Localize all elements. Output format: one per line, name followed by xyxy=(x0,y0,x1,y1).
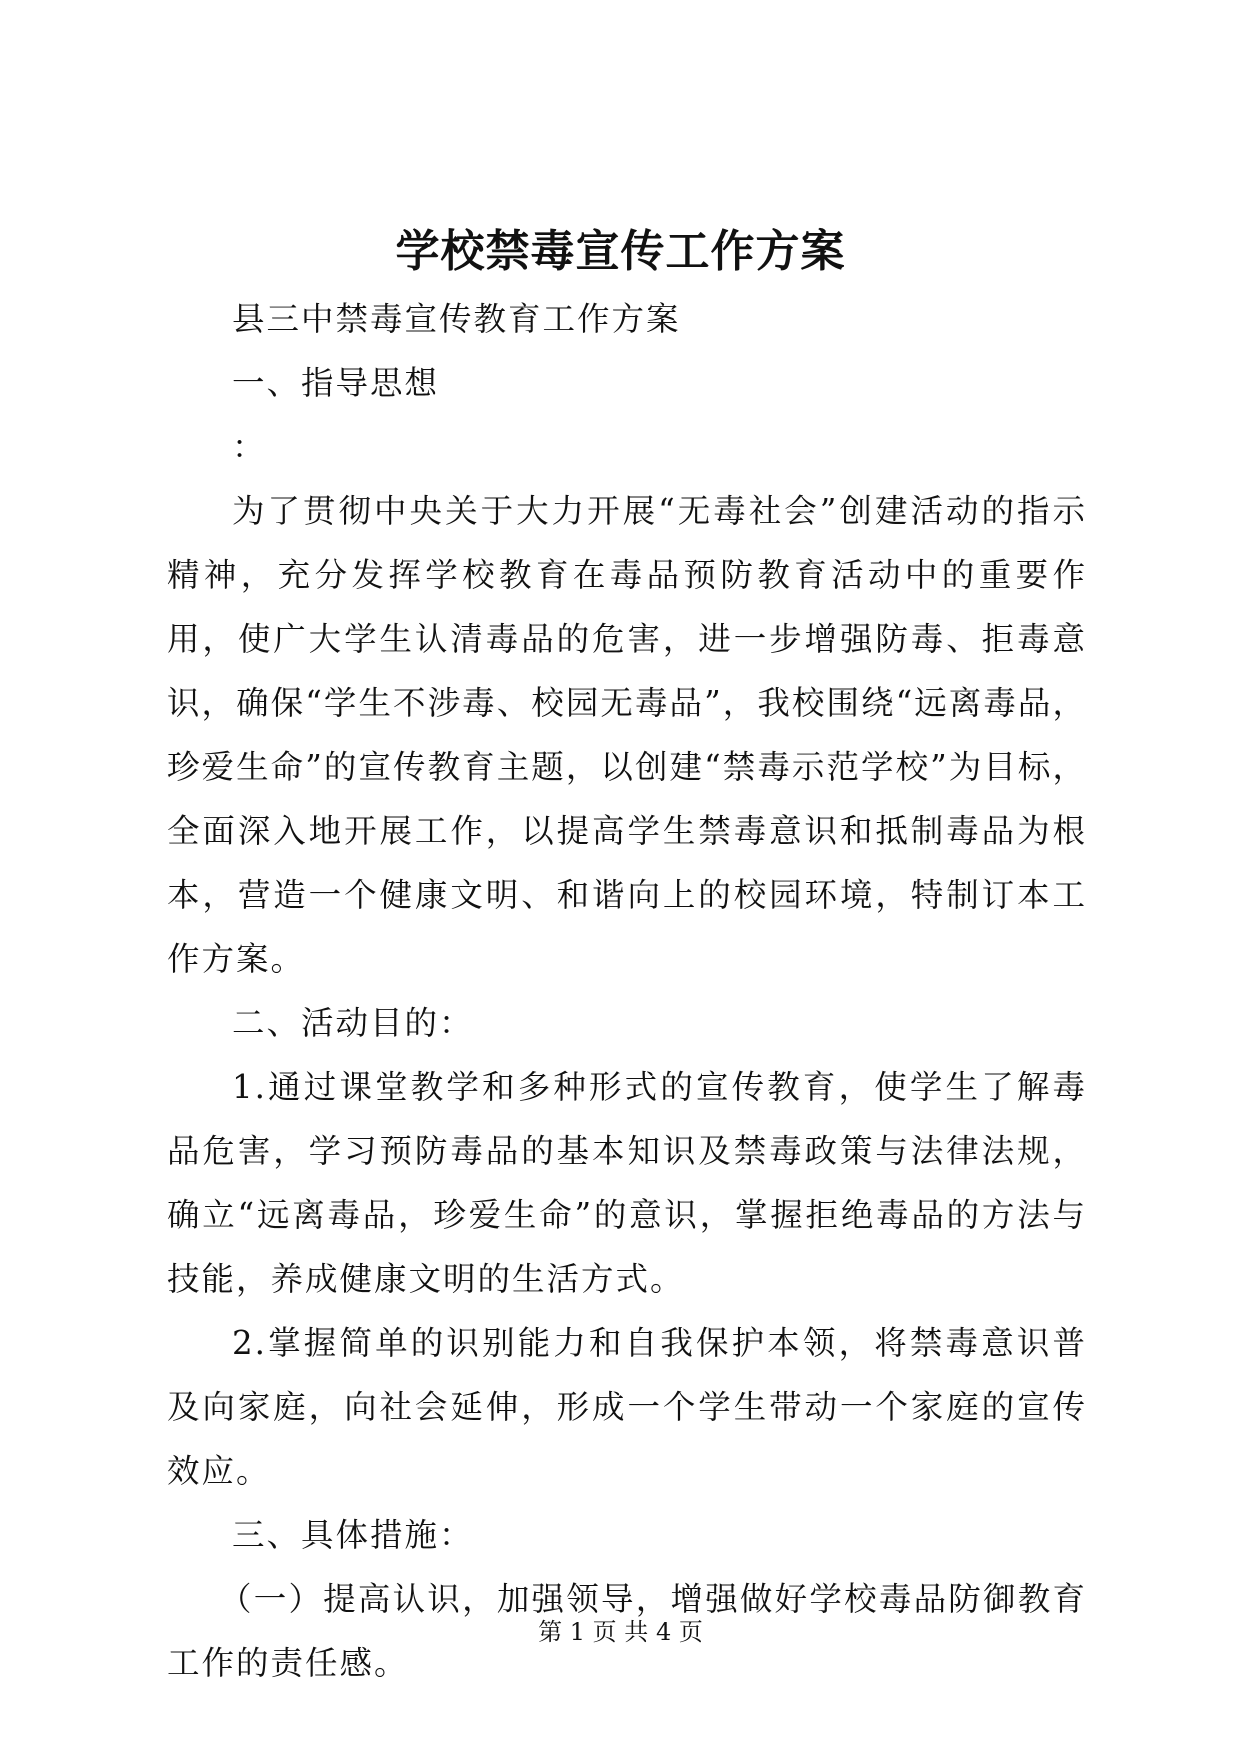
paragraph-measure-1: （一）提高认识，加强领导，增强做好学校毒品防御教育工作的责任感。 xyxy=(167,1580,1087,1682)
paragraph-purpose-intro: 为了贯彻中央关于大力开展“无毒社会”创建活动的指示精神，充分发挥学校教育在毒品预防教育活动中的重要作用，使广大学生认清毒品的危害，进一步增强防毒、拒毒意识，确保“学生不涉毒、校园无毒品”，我校围绕“远离毒品，珍爱生命”的宣传教育主题，以创建“禁毒示范学校”为目标，全面深入地开展工作，以提高学生禁毒意识和抵制毒品为根本，营造一个健康文明、和谐向上的校园环境，特制订本工作方案。 xyxy=(167,492,1087,978)
heading-guiding-ideology: 一、指导思想 xyxy=(232,364,440,402)
page-number-footer: 第 1 页 共 4 页 xyxy=(538,1618,703,1646)
paragraph-goal-1: 1.通过课堂教学和多种形式的宣传教育，使学生了解毒品危害，学习预防毒品的基本知识及禁毒政策与法律法规，确立“远离毒品，珍爱生命”的意识，掌握拒绝毒品的方法与技能，养成健康文明的生活方式。 xyxy=(167,1068,1087,1298)
heading-activity-goals: 二、活动目的： xyxy=(232,1004,474,1042)
document-body xyxy=(167,287,1087,1695)
document-title: 学校禁毒宣传工作方案 xyxy=(395,226,846,277)
paragraph-subtitle: 县三中禁毒宣传教育工作方案 xyxy=(232,300,681,338)
heading-specific-measures: 三、具体措施： xyxy=(232,1516,474,1554)
paragraph-goal-2: 2.掌握简单的识别能力和自我保护本领，将禁毒意识普及向家庭，向社会延伸，形成一个学生带动一个家庭的宣传效应。 xyxy=(167,1324,1087,1490)
paragraph-colon: ： xyxy=(232,428,267,466)
